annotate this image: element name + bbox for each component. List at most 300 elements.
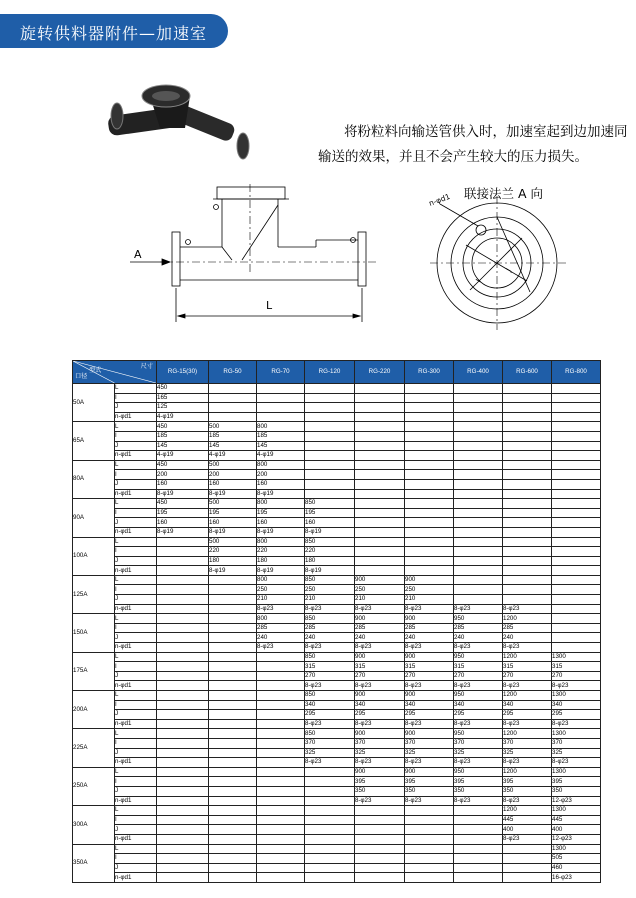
value-cell [305, 767, 355, 777]
param-cell: I [115, 623, 157, 633]
param-cell: L [115, 537, 157, 547]
bore-size-cell: 125A [73, 575, 115, 613]
value-cell [209, 595, 257, 605]
table-row [73, 441, 601, 451]
value-cell: 500 [209, 460, 257, 470]
value-cell: 500 [209, 422, 257, 432]
value-cell: 240 [355, 633, 405, 643]
value-cell: 325 [355, 748, 405, 758]
value-cell: 8-φ23 [355, 643, 405, 653]
value-cell [209, 777, 257, 787]
value-cell [355, 834, 405, 844]
value-cell: 185 [257, 431, 305, 441]
value-cell [454, 518, 503, 528]
value-cell [503, 393, 552, 403]
value-cell: 8-φ23 [552, 719, 601, 729]
value-cell [405, 825, 454, 835]
corner-label-bore: 口径 [75, 373, 88, 380]
param-cell: n-φd1 [115, 796, 157, 806]
table-corner-header [73, 361, 157, 384]
flange-view-title: 联接法兰 A 向 [464, 186, 543, 201]
table-row [73, 652, 601, 662]
value-cell [405, 431, 454, 441]
value-cell: 8-φ23 [552, 758, 601, 768]
value-cell: 850 [305, 729, 355, 739]
value-cell [305, 854, 355, 864]
value-cell [503, 508, 552, 518]
column-header: RG-800 [552, 361, 601, 384]
value-cell [454, 815, 503, 825]
param-cell: L [115, 806, 157, 816]
value-cell [305, 786, 355, 796]
table-row [73, 643, 601, 653]
value-cell [157, 873, 209, 883]
value-cell: 295 [305, 710, 355, 720]
table-row [73, 825, 601, 835]
hole-label: n-φd1 [427, 191, 452, 208]
param-cell: L [115, 499, 157, 509]
value-cell: 4-φ19 [257, 451, 305, 461]
param-cell: J [115, 786, 157, 796]
param-cell: J [115, 595, 157, 605]
value-cell: 8-φ23 [405, 604, 454, 614]
value-cell: 950 [454, 652, 503, 662]
bore-size-cell: 50A [73, 384, 115, 422]
value-cell [355, 441, 405, 451]
value-cell: 8-φ23 [355, 719, 405, 729]
value-cell [552, 499, 601, 509]
arrow-label: A [134, 248, 142, 261]
value-cell [405, 412, 454, 422]
value-cell: 850 [305, 691, 355, 701]
value-cell [405, 441, 454, 451]
value-cell [305, 873, 355, 883]
value-cell [454, 441, 503, 451]
value-cell [454, 537, 503, 547]
table-row [73, 671, 601, 681]
value-cell [209, 825, 257, 835]
table-row [73, 796, 601, 806]
value-cell [503, 479, 552, 489]
param-cell: J [115, 479, 157, 489]
value-cell [209, 786, 257, 796]
value-cell [503, 499, 552, 509]
value-cell: 220 [209, 547, 257, 557]
value-cell [157, 825, 209, 835]
value-cell [405, 873, 454, 883]
value-cell [503, 384, 552, 394]
value-cell [257, 691, 305, 701]
param-cell: J [115, 825, 157, 835]
value-cell: 8-φ23 [454, 719, 503, 729]
value-cell: 800 [257, 575, 305, 585]
value-cell [305, 470, 355, 480]
bore-size-cell: 100A [73, 537, 115, 575]
param-cell: n-φd1 [115, 643, 157, 653]
value-cell [209, 729, 257, 739]
table-row [73, 863, 601, 873]
value-cell [552, 489, 601, 499]
bore-size-cell: 65A [73, 422, 115, 460]
value-cell [503, 403, 552, 413]
value-cell [305, 412, 355, 422]
value-cell: 900 [405, 652, 454, 662]
value-cell: 900 [355, 652, 405, 662]
value-cell [503, 422, 552, 432]
value-cell [454, 844, 503, 854]
value-cell: 350 [405, 786, 454, 796]
value-cell: 450 [157, 384, 209, 394]
column-header: RG-15(30) [157, 361, 209, 384]
value-cell: 200 [157, 470, 209, 480]
value-cell: 180 [209, 556, 257, 566]
param-cell: I [115, 470, 157, 480]
value-cell: 8-φ23 [454, 643, 503, 653]
value-cell [305, 451, 355, 461]
value-cell: 195 [157, 508, 209, 518]
value-cell: 16-φ23 [552, 873, 601, 883]
value-cell [305, 834, 355, 844]
param-cell: J [115, 441, 157, 451]
value-cell [355, 825, 405, 835]
value-cell [454, 566, 503, 576]
value-cell: 8-φ23 [503, 643, 552, 653]
value-cell: 315 [305, 662, 355, 672]
value-cell [257, 412, 305, 422]
value-cell [552, 412, 601, 422]
value-cell [552, 556, 601, 566]
param-cell: n-φd1 [115, 834, 157, 844]
value-cell: 8-φ19 [305, 566, 355, 576]
value-cell: 285 [405, 623, 454, 633]
value-cell: 250 [405, 585, 454, 595]
value-cell: 900 [355, 691, 405, 701]
value-cell: 8-φ19 [209, 527, 257, 537]
value-cell: 950 [454, 767, 503, 777]
value-cell [305, 479, 355, 489]
value-cell [257, 854, 305, 864]
value-cell [355, 393, 405, 403]
value-cell: 315 [355, 662, 405, 672]
value-cell [305, 384, 355, 394]
value-cell [209, 710, 257, 720]
value-cell [157, 547, 209, 557]
page-title: 旋转供料器附件—加速室 [20, 24, 208, 43]
value-cell [209, 604, 257, 614]
value-cell [257, 710, 305, 720]
value-cell: 185 [157, 431, 209, 441]
value-cell [305, 431, 355, 441]
side-view-drawing [130, 184, 378, 322]
bore-size-cell: 300A [73, 806, 115, 844]
value-cell [355, 422, 405, 432]
value-cell [157, 623, 209, 633]
value-cell [552, 633, 601, 643]
value-cell [257, 758, 305, 768]
value-cell [209, 844, 257, 854]
value-cell: 850 [305, 499, 355, 509]
value-cell [209, 623, 257, 633]
value-cell [157, 681, 209, 691]
value-cell: 8-φ23 [454, 758, 503, 768]
value-cell [257, 815, 305, 825]
value-cell [552, 470, 601, 480]
value-cell: 160 [305, 518, 355, 528]
value-cell [257, 806, 305, 816]
value-cell [552, 393, 601, 403]
value-cell: 270 [355, 671, 405, 681]
value-cell [257, 748, 305, 758]
value-cell: 240 [257, 633, 305, 643]
table-row [73, 403, 601, 413]
value-cell [257, 738, 305, 748]
param-cell: J [115, 518, 157, 528]
value-cell: 145 [157, 441, 209, 451]
value-cell: 800 [257, 614, 305, 624]
value-cell [157, 806, 209, 816]
value-cell: 8-φ23 [305, 643, 355, 653]
value-cell: 325 [305, 748, 355, 758]
table-row [73, 758, 601, 768]
value-cell [157, 575, 209, 585]
table-row [73, 575, 601, 585]
value-cell [454, 547, 503, 557]
param-cell: J [115, 556, 157, 566]
value-cell [552, 403, 601, 413]
value-cell [355, 547, 405, 557]
value-cell [503, 854, 552, 864]
value-cell: 340 [355, 700, 405, 710]
value-cell: 370 [503, 738, 552, 748]
value-cell: 370 [355, 738, 405, 748]
value-cell: 315 [552, 662, 601, 672]
table-row [73, 844, 601, 854]
value-cell: 850 [305, 614, 355, 624]
value-cell [305, 777, 355, 787]
value-cell [405, 422, 454, 432]
value-cell [405, 815, 454, 825]
value-cell [355, 556, 405, 566]
value-cell [209, 863, 257, 873]
value-cell [157, 652, 209, 662]
value-cell: 325 [405, 748, 454, 758]
param-cell: n-φd1 [115, 681, 157, 691]
value-cell [355, 806, 405, 816]
value-cell [355, 815, 405, 825]
param-cell: J [115, 748, 157, 758]
value-cell: 900 [405, 767, 454, 777]
param-cell: I [115, 854, 157, 864]
value-cell [454, 384, 503, 394]
value-cell [257, 700, 305, 710]
table-row [73, 384, 601, 394]
value-cell: 500 [209, 499, 257, 509]
value-cell: 240 [503, 633, 552, 643]
value-cell [503, 412, 552, 422]
value-cell: 1200 [503, 806, 552, 816]
table-body [73, 384, 601, 883]
value-cell [157, 777, 209, 787]
table-row [73, 566, 601, 576]
table-row [73, 604, 601, 614]
value-cell: 8-φ19 [157, 489, 209, 499]
value-cell [355, 489, 405, 499]
value-cell: 370 [305, 738, 355, 748]
value-cell [157, 633, 209, 643]
value-cell [454, 489, 503, 499]
param-cell: n-φd1 [115, 873, 157, 883]
value-cell [454, 556, 503, 566]
table-row [73, 508, 601, 518]
value-cell [552, 643, 601, 653]
value-cell: 450 [157, 499, 209, 509]
table-row [73, 412, 601, 422]
value-cell [157, 854, 209, 864]
value-cell: 145 [209, 441, 257, 451]
value-cell: 505 [552, 854, 601, 864]
value-cell: 200 [257, 470, 305, 480]
value-cell: 295 [454, 710, 503, 720]
value-cell [552, 623, 601, 633]
table-header-row [73, 361, 601, 384]
value-cell [552, 479, 601, 489]
value-cell: 800 [257, 422, 305, 432]
value-cell: 8-φ19 [157, 527, 209, 537]
value-cell [257, 729, 305, 739]
value-cell [257, 719, 305, 729]
bore-size-cell: 150A [73, 614, 115, 652]
value-cell [209, 633, 257, 643]
value-cell: 210 [355, 595, 405, 605]
value-cell: 350 [454, 786, 503, 796]
table-row [73, 527, 601, 537]
param-cell: L [115, 460, 157, 470]
technical-drawing [0, 0, 636, 355]
value-cell: 395 [454, 777, 503, 787]
value-cell: 340 [405, 700, 454, 710]
value-cell: 195 [209, 508, 257, 518]
value-cell: 210 [405, 595, 454, 605]
value-cell [454, 595, 503, 605]
value-cell [209, 815, 257, 825]
spec-table [72, 360, 601, 883]
description-line-1: 将粉粒料向输送管供入时，加速室起到边加速同 [344, 124, 628, 140]
value-cell [503, 451, 552, 461]
value-cell [405, 547, 454, 557]
value-cell [157, 729, 209, 739]
value-cell [305, 796, 355, 806]
value-cell [454, 431, 503, 441]
value-cell: 950 [454, 691, 503, 701]
table-row [73, 786, 601, 796]
value-cell [405, 460, 454, 470]
value-cell [503, 575, 552, 585]
value-cell: 315 [405, 662, 454, 672]
value-cell: 8-φ19 [257, 566, 305, 576]
value-cell [257, 863, 305, 873]
value-cell [305, 844, 355, 854]
value-cell [355, 854, 405, 864]
value-cell [503, 547, 552, 557]
value-cell [209, 738, 257, 748]
value-cell [552, 585, 601, 595]
value-cell [454, 854, 503, 864]
value-cell: 165 [157, 393, 209, 403]
value-cell [257, 873, 305, 883]
table-row [73, 738, 601, 748]
value-cell: 445 [503, 815, 552, 825]
value-cell [209, 681, 257, 691]
bore-size-cell: 350A [73, 844, 115, 882]
value-cell [257, 786, 305, 796]
value-cell [257, 834, 305, 844]
value-cell [157, 537, 209, 547]
value-cell [355, 844, 405, 854]
param-cell: I [115, 700, 157, 710]
value-cell [355, 479, 405, 489]
table-row [73, 422, 601, 432]
value-cell: 1300 [552, 844, 601, 854]
value-cell: 220 [305, 547, 355, 557]
value-cell: 315 [454, 662, 503, 672]
column-header: RG-220 [355, 361, 405, 384]
value-cell: 370 [405, 738, 454, 748]
value-cell [454, 470, 503, 480]
value-cell [157, 786, 209, 796]
value-cell: 900 [405, 729, 454, 739]
value-cell: 950 [454, 729, 503, 739]
table-row [73, 556, 601, 566]
value-cell: 270 [405, 671, 454, 681]
value-cell [552, 604, 601, 614]
table-row [73, 547, 601, 557]
param-cell: n-φd1 [115, 451, 157, 461]
value-cell: 250 [355, 585, 405, 595]
value-cell: 8-φ23 [405, 643, 454, 653]
value-cell [305, 489, 355, 499]
table-row [73, 489, 601, 499]
value-cell [209, 700, 257, 710]
value-cell [503, 537, 552, 547]
value-cell [157, 863, 209, 873]
value-cell [157, 738, 209, 748]
table-row [73, 585, 601, 595]
value-cell: 315 [503, 662, 552, 672]
param-cell: I [115, 662, 157, 672]
value-cell: 210 [257, 595, 305, 605]
value-cell [503, 585, 552, 595]
table-row [73, 710, 601, 720]
value-cell: 4-φ19 [209, 451, 257, 461]
value-cell: 350 [503, 786, 552, 796]
value-cell: 800 [257, 537, 305, 547]
value-cell [552, 566, 601, 576]
value-cell [355, 499, 405, 509]
table-row [73, 633, 601, 643]
description-line-2: 输送的效果，并且不会产生较大的压力损失。 [318, 149, 588, 165]
value-cell [503, 527, 552, 537]
table-row [73, 691, 601, 701]
value-cell: 8-φ23 [503, 796, 552, 806]
value-cell: 295 [355, 710, 405, 720]
value-cell: 900 [405, 614, 454, 624]
value-cell [209, 758, 257, 768]
table-row [73, 700, 601, 710]
value-cell [405, 527, 454, 537]
value-cell [209, 748, 257, 758]
value-cell: 395 [405, 777, 454, 787]
value-cell [454, 863, 503, 873]
